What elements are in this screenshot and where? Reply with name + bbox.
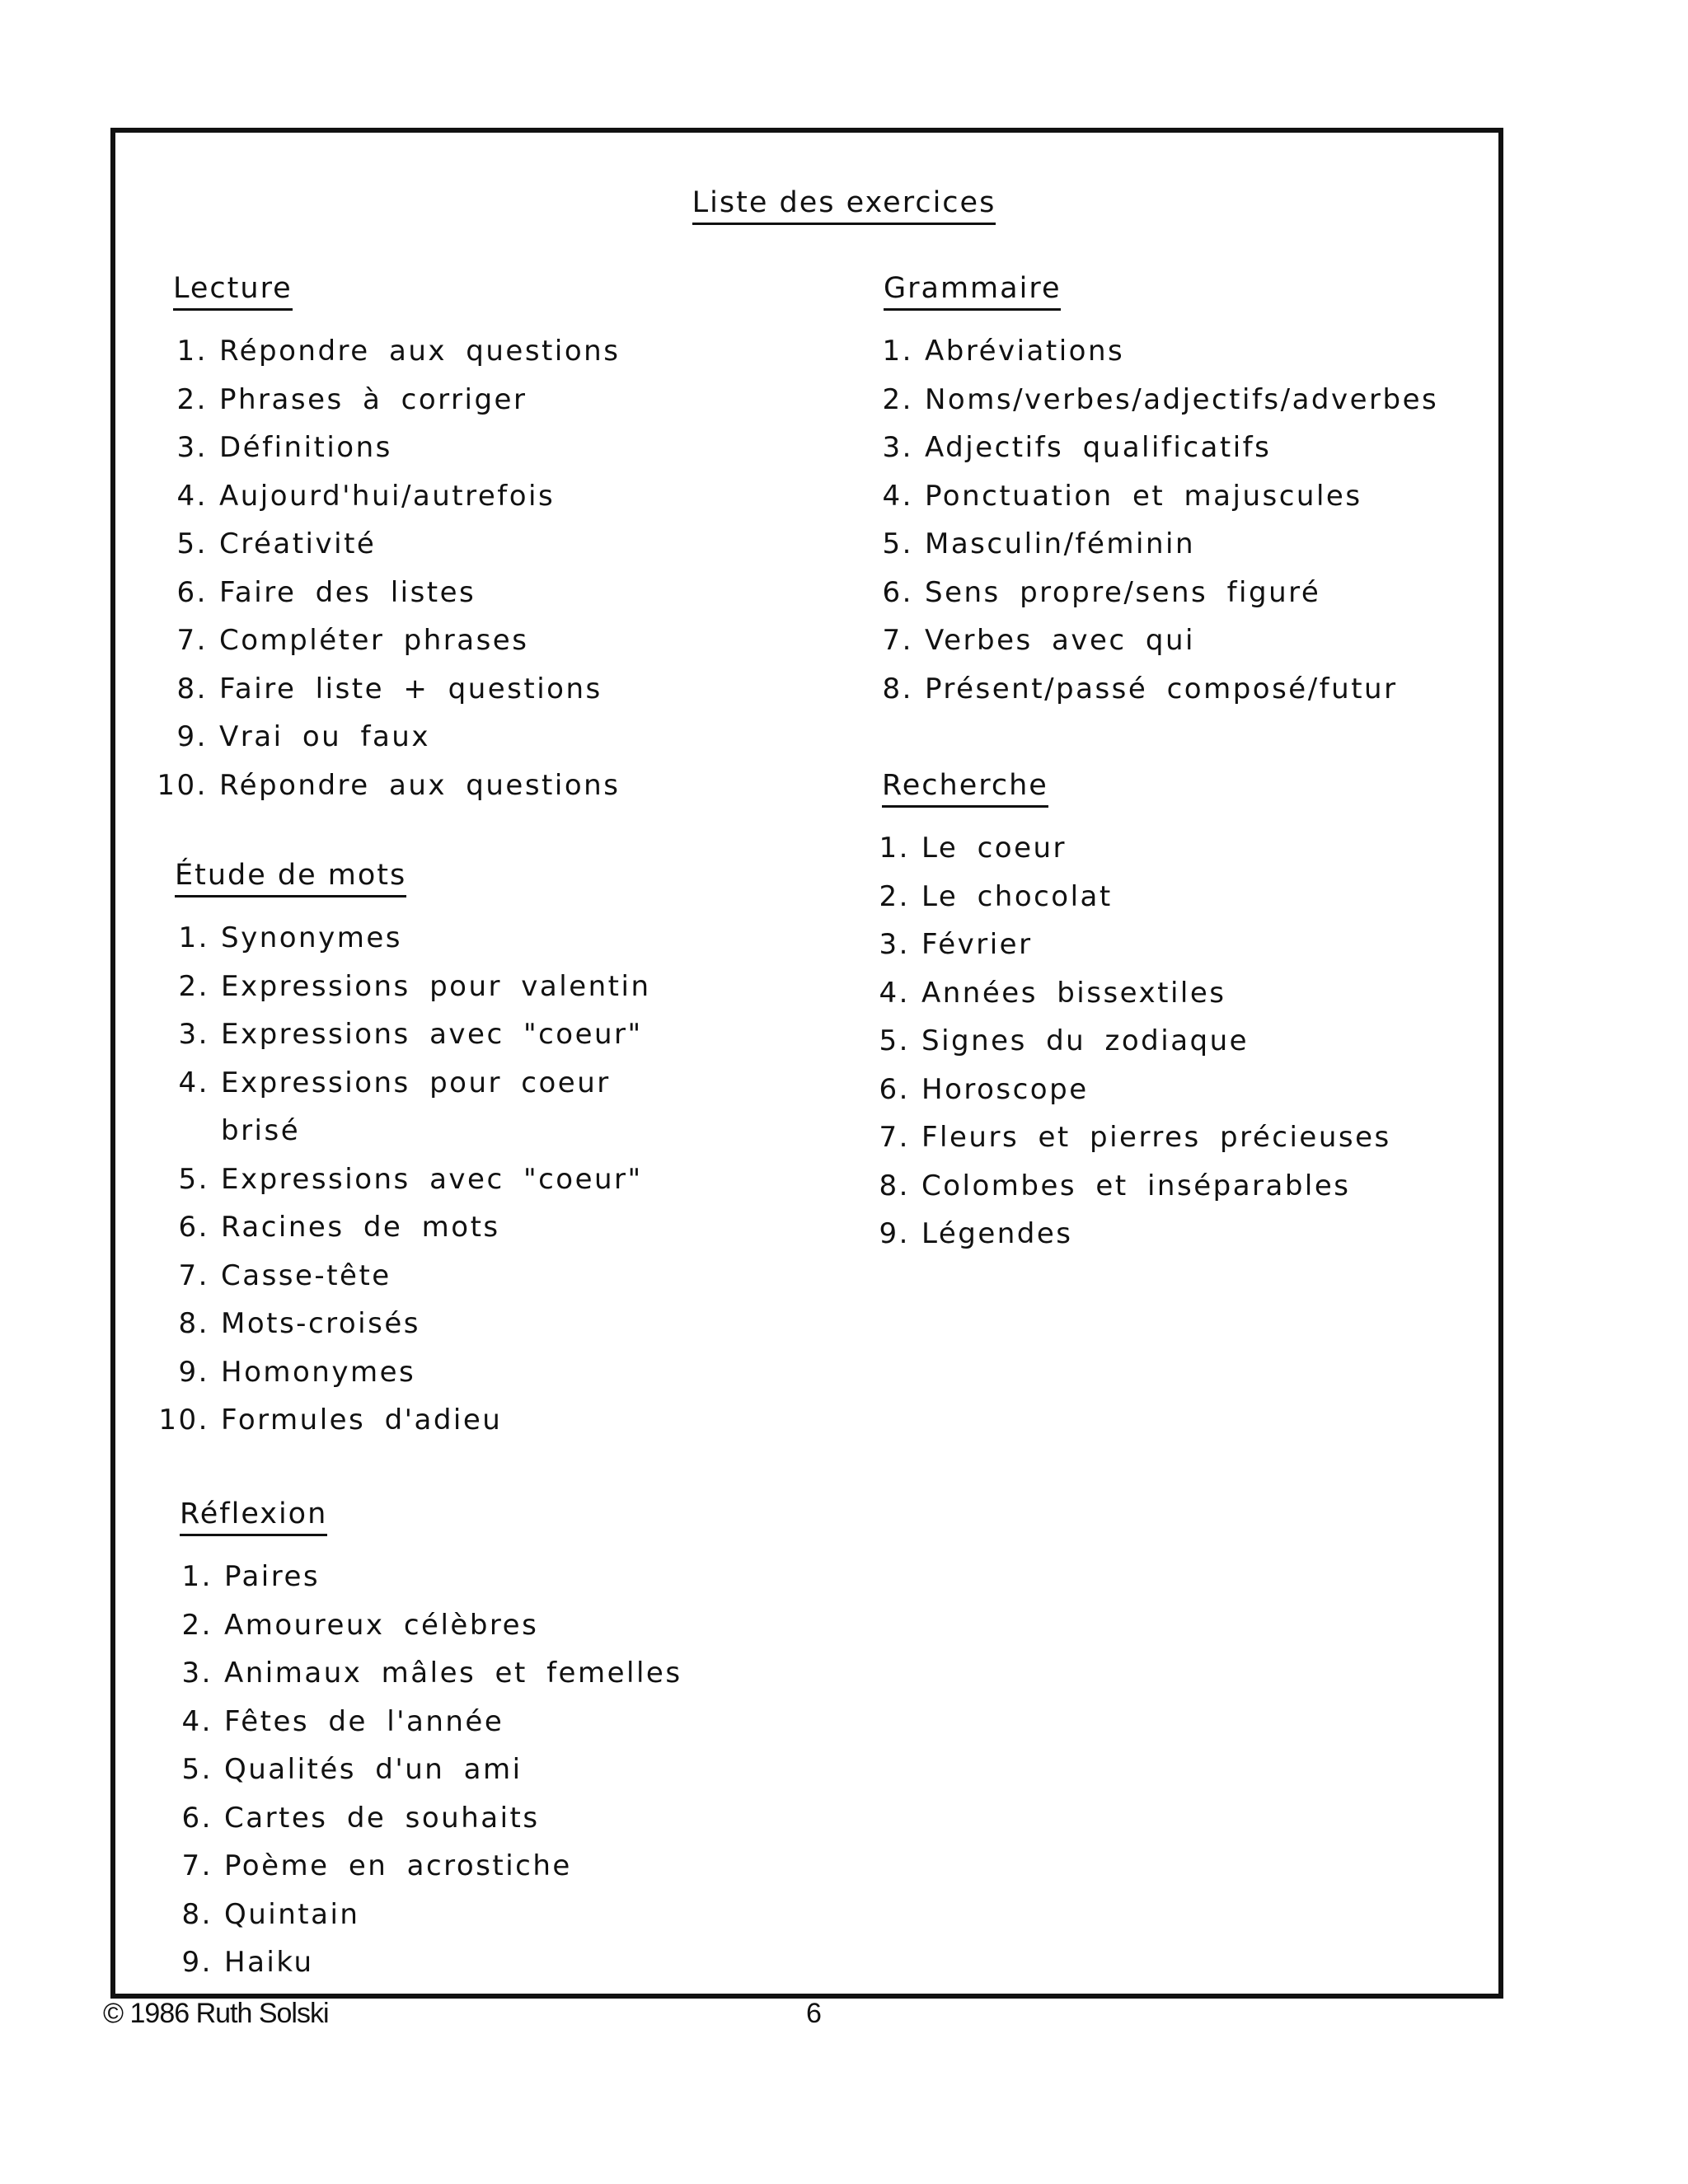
item-number: 9. xyxy=(178,1355,209,1389)
section-etude-de-mots xyxy=(158,859,651,1445)
item-text: Signes du zodiaque xyxy=(921,1024,1250,1058)
list-item xyxy=(859,1113,1391,1162)
list-item xyxy=(158,1155,651,1204)
item-number: 1. xyxy=(882,335,913,368)
list-item xyxy=(162,1601,682,1650)
section-heading: Réflexion xyxy=(180,1497,327,1536)
item-number: 8. xyxy=(181,1897,213,1931)
item-number: 8. xyxy=(882,672,913,705)
item-text: Adjectifs qualificatifs xyxy=(925,431,1272,465)
list-item xyxy=(162,1698,682,1746)
item-number: 5. xyxy=(178,1162,209,1196)
item-text: Paires xyxy=(224,1560,321,1594)
item-number: 8. xyxy=(879,1169,910,1202)
item-text: Le coeur xyxy=(921,832,1067,865)
list-item xyxy=(157,713,620,762)
item-number: 6. xyxy=(882,575,913,609)
item-number: 10. xyxy=(157,768,208,802)
list-item xyxy=(157,569,620,617)
list-item xyxy=(862,424,1438,472)
list-item xyxy=(162,1746,682,1794)
list-item xyxy=(158,1203,651,1252)
section-lecture xyxy=(157,272,620,809)
item-text: Noms/verbes/adjectifs/adverbes xyxy=(925,382,1439,416)
list-item xyxy=(158,1348,651,1397)
item-text: Définitions xyxy=(219,431,392,465)
list-item xyxy=(158,963,651,1011)
item-text: Phrases à corriger xyxy=(219,382,528,416)
list-item xyxy=(859,873,1391,921)
item-number: 5. xyxy=(882,527,913,561)
list-item xyxy=(157,520,620,569)
item-text: Masculin/féminin xyxy=(925,527,1196,561)
item-text: Créativité xyxy=(219,527,377,561)
exercise-list xyxy=(158,914,651,1445)
exercise-list xyxy=(862,327,1438,713)
item-number: 2. xyxy=(176,382,208,416)
list-item xyxy=(862,665,1438,714)
list-item xyxy=(162,1891,682,1939)
item-text: Mots-croisés xyxy=(221,1307,420,1341)
item-number: 7. xyxy=(879,1121,910,1155)
item-number: 8. xyxy=(178,1307,209,1341)
list-item xyxy=(157,327,620,376)
item-text: brisé xyxy=(221,1114,301,1148)
page-title: Liste des exercices xyxy=(0,186,1688,219)
list-item xyxy=(157,762,620,810)
item-text: Animaux mâles et femelles xyxy=(224,1657,682,1690)
item-text: Abréviations xyxy=(925,335,1125,368)
item-text: Expressions pour coeur xyxy=(221,1066,611,1099)
item-number: 2. xyxy=(181,1608,213,1642)
item-number: 4. xyxy=(181,1704,213,1738)
section-reflexion xyxy=(162,1497,682,1987)
item-text: Expressions avec "coeur" xyxy=(221,1018,643,1052)
item-text: Haiku xyxy=(224,1946,314,1980)
item-text: Casse-tête xyxy=(221,1258,392,1292)
item-text: Cartes de souhaits xyxy=(224,1801,540,1835)
item-number: 5. xyxy=(879,1024,910,1058)
list-item xyxy=(862,376,1438,424)
item-number: 7. xyxy=(181,1849,213,1883)
item-number: 2. xyxy=(879,879,910,913)
list-item xyxy=(862,569,1438,617)
list-item xyxy=(859,969,1391,1018)
section-heading: Lecture xyxy=(173,272,293,311)
item-text: Répondre aux questions xyxy=(219,335,621,368)
item-number: 9. xyxy=(176,720,208,754)
list-item xyxy=(158,914,651,963)
item-text: Expressions avec "coeur" xyxy=(221,1162,643,1196)
item-number: 1. xyxy=(181,1560,213,1594)
item-number: 2. xyxy=(178,969,209,1003)
list-item xyxy=(158,1059,651,1108)
item-number: 6. xyxy=(879,1072,910,1106)
item-number: 3. xyxy=(879,928,910,962)
item-number: 4. xyxy=(879,976,910,1010)
list-item xyxy=(158,1396,651,1445)
list-item xyxy=(157,424,620,472)
list-item xyxy=(859,1066,1391,1114)
list-item xyxy=(862,472,1438,521)
list-item xyxy=(862,520,1438,569)
list-item xyxy=(859,1162,1391,1211)
item-text: Racines de mots xyxy=(221,1211,500,1244)
section-heading: Grammaire xyxy=(884,272,1061,311)
list-item xyxy=(862,327,1438,376)
item-number: 5. xyxy=(176,527,208,561)
item-number: 4. xyxy=(882,479,913,513)
item-text: Fleurs et pierres précieuses xyxy=(921,1121,1391,1155)
item-number: 9. xyxy=(879,1217,910,1251)
list-item xyxy=(862,616,1438,665)
item-number: 1. xyxy=(176,335,208,368)
item-text: Compléter phrases xyxy=(219,624,529,658)
item-text: Faire liste + questions xyxy=(219,672,603,705)
item-text: Qualités d'un ami xyxy=(224,1753,523,1787)
item-number: 7. xyxy=(178,1258,209,1292)
item-text: Aujourd'hui/autrefois xyxy=(219,479,556,513)
item-text: Présent/passé composé/futur xyxy=(925,672,1398,705)
item-number: 3. xyxy=(882,431,913,465)
item-number: 6. xyxy=(181,1801,213,1835)
section-heading: Étude de mots xyxy=(175,859,406,898)
section-recherche xyxy=(859,769,1391,1258)
list-item xyxy=(162,1649,682,1698)
item-text: Colombes et inséparables xyxy=(921,1169,1351,1202)
exercise-list xyxy=(157,327,620,809)
item-text: Répondre aux questions xyxy=(219,768,621,802)
item-text: Horoscope xyxy=(921,1072,1089,1106)
item-number: 1. xyxy=(178,921,209,955)
item-number: 4. xyxy=(178,1066,209,1099)
item-number: 3. xyxy=(178,1018,209,1052)
list-item xyxy=(158,1252,651,1301)
page-number: 6 xyxy=(806,1998,822,2029)
item-number: 3. xyxy=(176,431,208,465)
item-text: Quintain xyxy=(224,1897,360,1931)
item-number: 6. xyxy=(176,575,208,609)
item-text: Sens propre/sens figuré xyxy=(925,575,1321,609)
item-number: 1. xyxy=(879,832,910,865)
item-number: 10. xyxy=(158,1404,209,1437)
list-item xyxy=(162,1794,682,1843)
item-text: Le chocolat xyxy=(921,879,1113,913)
section-grammaire xyxy=(862,272,1438,713)
item-text: Légendes xyxy=(921,1217,1073,1251)
list-item xyxy=(157,472,620,521)
item-number: 8. xyxy=(176,672,208,705)
list-item xyxy=(158,1300,651,1348)
item-number: 2. xyxy=(882,382,913,416)
exercise-list xyxy=(859,824,1391,1258)
section-heading: Recherche xyxy=(882,769,1048,808)
item-text: Ponctuation et majuscules xyxy=(925,479,1362,513)
item-text: Amoureux célèbres xyxy=(224,1608,539,1642)
item-text: Synonymes xyxy=(221,921,402,955)
list-item xyxy=(157,665,620,714)
item-text: Février xyxy=(921,928,1033,962)
item-number: 5. xyxy=(181,1753,213,1787)
item-text: Poème en acrostiche xyxy=(224,1849,572,1883)
list-item xyxy=(162,1938,682,1987)
item-number: 6. xyxy=(178,1211,209,1244)
list-item xyxy=(859,1210,1391,1258)
item-text: Vrai ou faux xyxy=(219,720,430,754)
list-item xyxy=(162,1553,682,1601)
list-item xyxy=(162,1842,682,1891)
copyright-notice: © 1986 Ruth Solski xyxy=(103,1998,329,2029)
list-item xyxy=(859,921,1391,969)
item-number: 3. xyxy=(181,1657,213,1690)
item-number: 7. xyxy=(176,624,208,658)
item-text: Expressions pour valentin xyxy=(221,969,651,1003)
item-text: Années bissextiles xyxy=(921,976,1226,1010)
item-number: 7. xyxy=(882,624,913,658)
list-item xyxy=(158,1107,651,1155)
item-text: Formules d'adieu xyxy=(221,1404,503,1437)
list-item xyxy=(157,376,620,424)
list-item xyxy=(859,824,1391,873)
item-text: Fêtes de l'année xyxy=(224,1704,504,1738)
list-item xyxy=(158,1010,651,1059)
list-item xyxy=(157,616,620,665)
item-text: Verbes avec qui xyxy=(925,624,1195,658)
exercise-list xyxy=(162,1553,682,1987)
item-number: 4. xyxy=(176,479,208,513)
item-number: 9. xyxy=(181,1946,213,1980)
item-text: Faire des listes xyxy=(219,575,476,609)
list-item xyxy=(859,1017,1391,1066)
item-text: Homonymes xyxy=(221,1355,416,1389)
